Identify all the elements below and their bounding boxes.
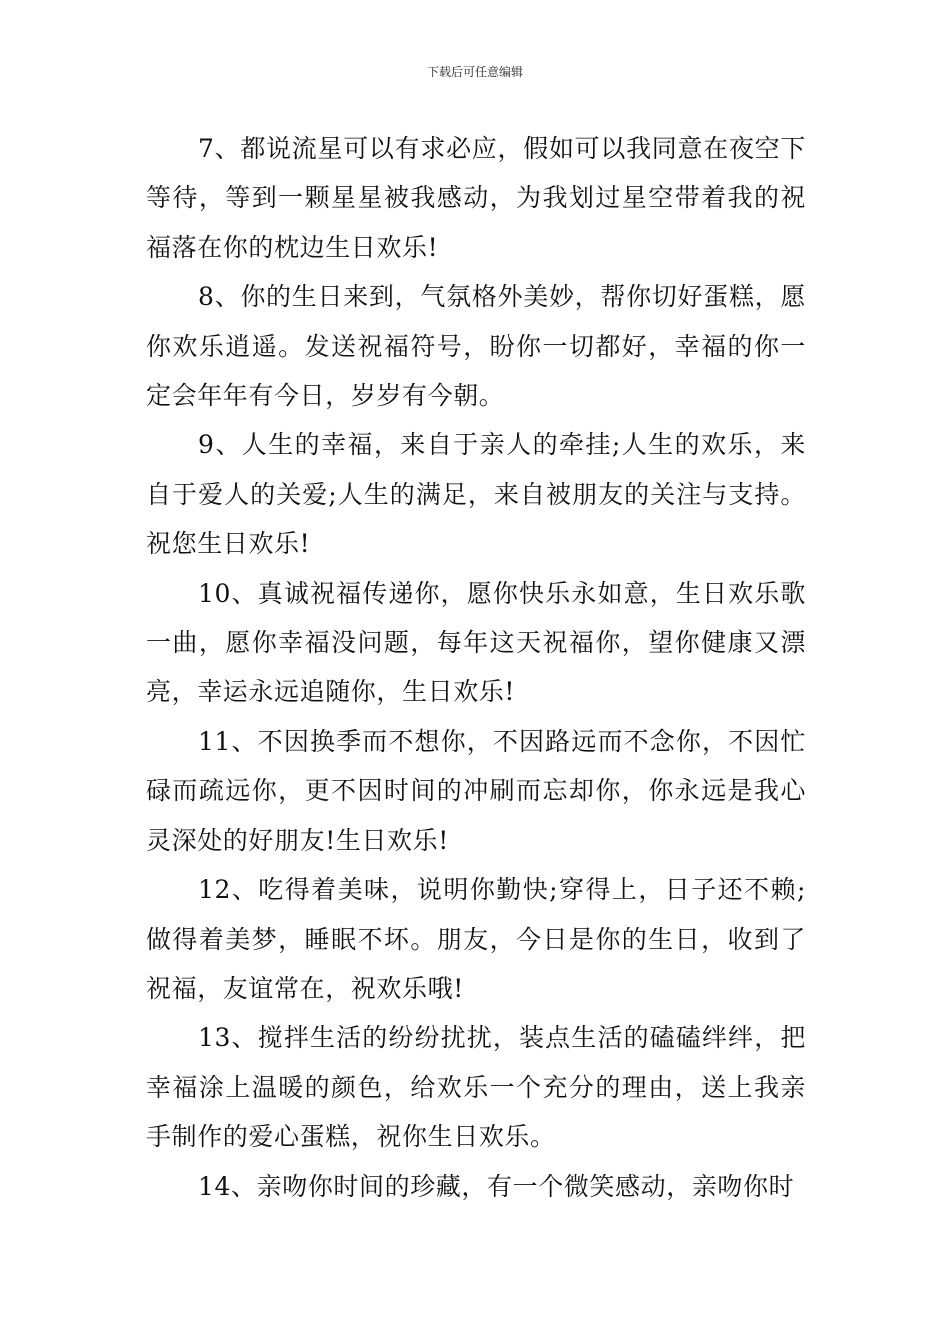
paragraph-13: 13、搅拌生活的纷纷扰扰，装点生活的磕磕绊绊，把幸福涂上温暖的颜色，给欢乐一个充分的理由，送上我亲手制作的爱心蛋糕，祝你生日欢乐。 [146,1023,806,1152]
paragraph-8: 8、你的生日来到，气氛格外美妙，帮你切好蛋糕，愿你欢乐逍遥。发送祝福符号，盼你一切都好，幸福的你一定会年年有今日，岁岁有今朝。 [146,282,806,411]
paragraph-7: 7、都说流星可以有求必应，假如可以我同意在夜空下等待，等到一颗星星被我感动，为我划过星空带着我的祝福落在你的枕边生日欢乐! [146,134,806,262]
page-header: 下载后可任意编辑 [426,65,523,79]
paragraph-9: 9、人生的幸福，来自于亲人的牵挂;人生的欢乐，来自于爱人的关爱;人生的满足，来自被朋友的关注与支持。祝您生日欢乐! [146,430,806,559]
paragraph-12: 12、吃得着美味，说明你勤快;穿得上，日子还不赖;做得着美梦，睡眠不坏。朋友，今日是你的生日，收到了祝福，友谊常在，祝欢乐哦! [146,875,806,1003]
document-body [146,124,806,1211]
paragraph-10: 10、真诚祝福传递你，愿你快乐永如意，生日欢乐歌一曲，愿你幸福没问题，每年这天祝福你，望你健康又漂亮，幸运永远追随你，生日欢乐! [146,578,806,707]
paragraph-11: 11、不因换季而不想你，不因路远而不念你，不因忙碌而疏远你，更不因时间的冲刷而忘却你，你永远是我心灵深处的好朋友!生日欢乐! [146,726,806,855]
paragraph-14: 14、亲吻你时间的珍藏，有一个微笑感动，亲吻你时 [198,1171,795,1201]
